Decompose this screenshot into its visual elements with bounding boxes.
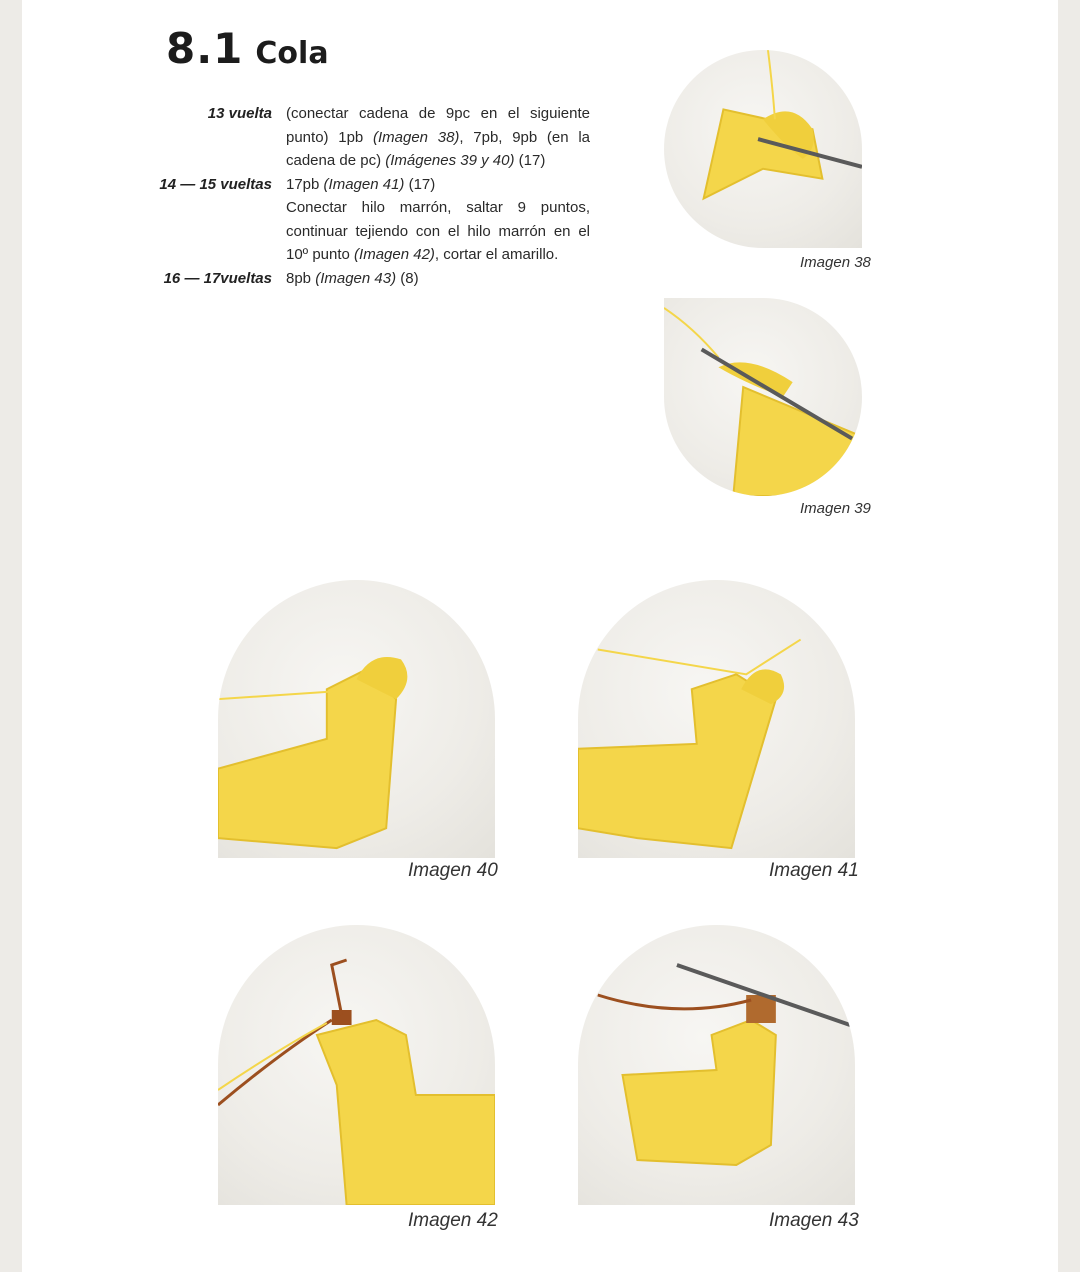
pattern-row [140, 196, 590, 267]
caption-imagen-42: Imagen 42 [408, 1210, 498, 1231]
row-instructions: Conectar hilo marrón, saltar 9 puntos, continuar tejiendo con el hilo marrón en el 10º punto (Imagen 42), cortar el amarillo. [286, 199, 590, 263]
photo-imagen-43 [578, 925, 855, 1205]
row-instructions: 17pb (Imagen 41) (17) [286, 175, 436, 193]
photo-imagen-38 [664, 50, 862, 248]
caption-imagen-38: Imagen 38 [800, 254, 871, 271]
row-label [140, 196, 286, 267]
caption-imagen-41: Imagen 41 [769, 860, 859, 881]
section-heading [166, 24, 329, 73]
pattern-row [140, 102, 590, 173]
caption-imagen-43: Imagen 43 [769, 1210, 859, 1231]
section-number: 8.1 [166, 24, 244, 73]
photo-imagen-42 [218, 925, 495, 1205]
row-label: 14 — 15 vueltas [159, 175, 272, 193]
row-label: 13 vuelta [207, 105, 272, 122]
photo-imagen-40 [218, 580, 495, 858]
photo-imagen-41 [578, 580, 855, 858]
row-instructions: 8pb (Imagen 43) (8) [286, 269, 419, 287]
caption-imagen-40: Imagen 40 [408, 860, 498, 881]
pattern-rows [140, 102, 590, 290]
pattern-row [140, 173, 590, 197]
row-label: 16 — 17vueltas [163, 269, 272, 287]
pattern-row [140, 267, 590, 291]
section-title: Cola [255, 36, 329, 71]
caption-imagen-39: Imagen 39 [800, 500, 871, 517]
row-instructions: (conectar cadena de 9pc en el siguiente punto) 1pb (Imagen 38), 7pb, 9pb (en la cadena de pc) (Imágenes 39 y 40) (17) [286, 105, 590, 169]
photo-imagen-39 [664, 298, 862, 496]
